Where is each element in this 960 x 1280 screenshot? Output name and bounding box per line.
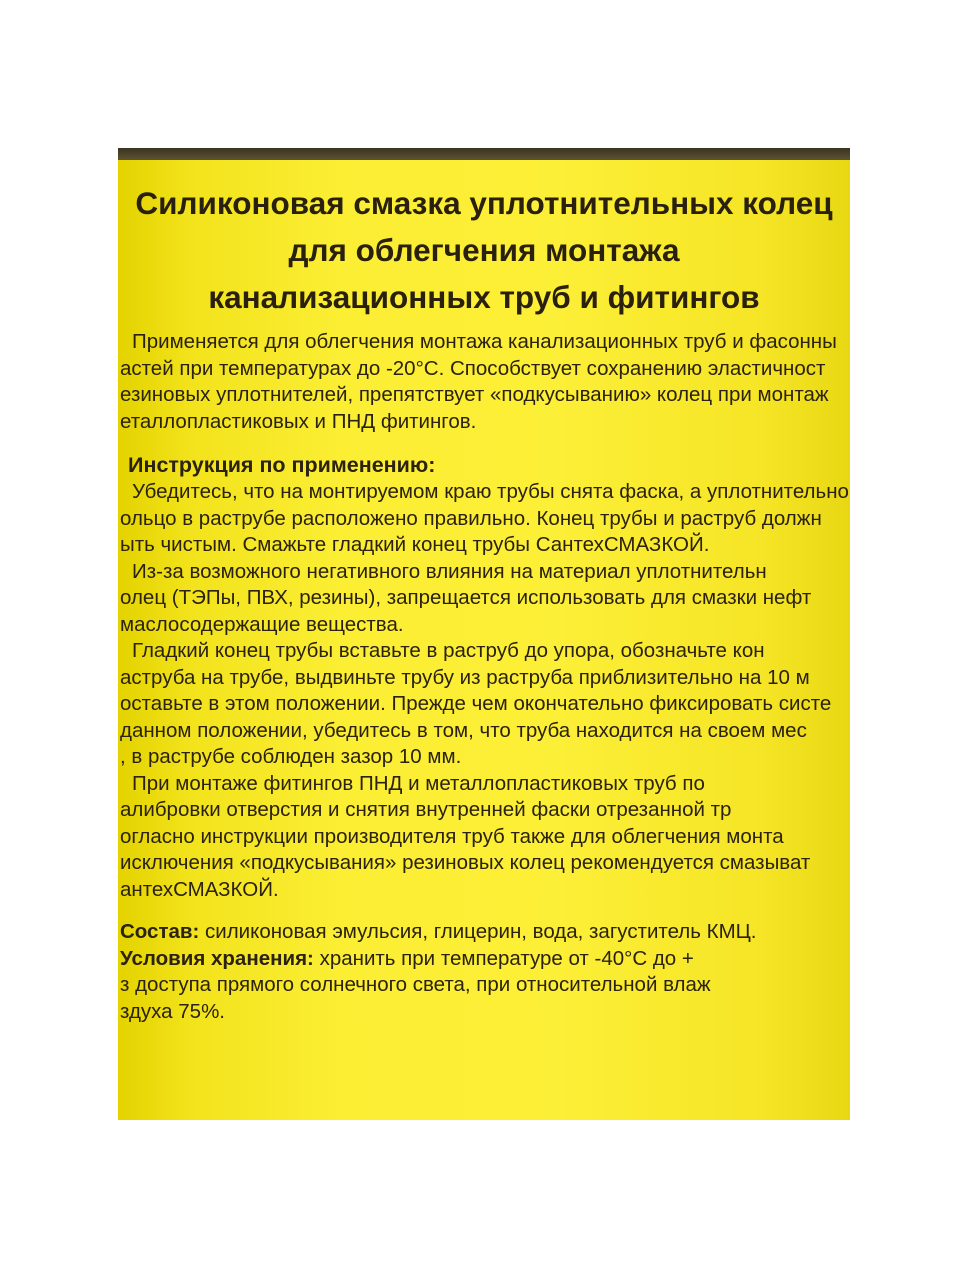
instructions-line: маслосодержащие вещества. — [120, 612, 404, 636]
instructions-line: олец (ТЭПы, ПВХ, резины), запрещается использовать для смазки нефт — [120, 586, 812, 609]
instructions-line: При монтаже фитингов ПНД и металлопластиковых труб по — [132, 771, 705, 795]
instructions-line: алибровки отверстия и снятия внутренней фаски отрезанной тр — [120, 798, 732, 821]
instructions-paragraph-3 — [118, 638, 850, 771]
intro-paragraph — [118, 329, 850, 435]
instructions-line: ыть чистым. Смажьте гладкий конец трубы СантехСМАЗКОЙ. — [120, 533, 710, 556]
bottle-cap-edge — [118, 148, 850, 160]
label-text — [118, 180, 850, 1025]
composition-label: Состав: — [120, 920, 200, 943]
intro-line: Применяется для облегчения монтажа канализационных труб и фасонны — [132, 330, 837, 353]
instructions-paragraph-1 — [118, 479, 850, 559]
instructions-line: ольцо в раструбе расположено правильно. Конец трубы и раструб должн — [120, 506, 822, 530]
storage-section — [118, 946, 850, 1026]
instructions-line: оставьте в этом положении. Прежде чем окончательно фиксировать систе — [120, 692, 832, 715]
instructions-line: , в раструбе соблюден зазор 10 мм. — [120, 745, 462, 768]
instructions-line: Из-за возможного негативного влияния на материал уплотнительн — [132, 559, 767, 583]
storage-line: здуха 75%. — [120, 999, 226, 1023]
storage-text: хранить при температуре от -40°С до + — [313, 946, 694, 970]
instructions-line: Гладкий конец трубы вставьте в раструб до упора, обозначьте кон — [132, 639, 765, 662]
title-line: для облегчения монтажа — [288, 232, 680, 268]
instructions-line: аструба на трубе, выдвиньте трубу из раструба приблизительно на 10 м — [120, 665, 810, 689]
product-label — [118, 148, 850, 1120]
instructions-heading: Инструкция по применению: — [128, 453, 436, 477]
storage-line: з доступа прямого солнечного света, при относительной влаж — [120, 973, 711, 996]
product-title — [118, 180, 850, 321]
intro-line: еталлопластиковых и ПНД фитингов. — [120, 409, 477, 433]
intro-line: езиновых уплотнителей, препятствует «подкусыванию» колец при монтаж — [120, 383, 829, 406]
instructions-paragraph-2 — [118, 559, 850, 639]
storage-label: Условия хранения: — [120, 946, 314, 970]
instructions-line: Убедитесь, что на монтируемом краю трубы снята фаска, а уплотнительно — [132, 480, 849, 503]
instructions-line: исключения «подкусывания» резиновых колец рекомендуется смазыват — [120, 851, 811, 874]
instructions-line: огласно инструкции производителя труб также для облегчения монта — [120, 824, 784, 848]
composition-text: силиконовая эмульсия, глицерин, вода, загуститель КМЦ. — [199, 920, 757, 943]
composition-section — [118, 919, 850, 946]
instructions-line: антехСМАЗКОЙ. — [120, 877, 279, 901]
instructions-paragraph-4 — [118, 771, 850, 904]
intro-line: астей при температурах до -20°С. Способствует сохранению эластичност — [120, 356, 826, 380]
title-line: Силиконовая смазка уплотнительных колец — [135, 185, 833, 221]
title-line: канализационных труб и фитингов — [208, 279, 760, 315]
instructions-line: данном положении, убедитесь в том, что труба находится на своем мес — [120, 718, 807, 742]
